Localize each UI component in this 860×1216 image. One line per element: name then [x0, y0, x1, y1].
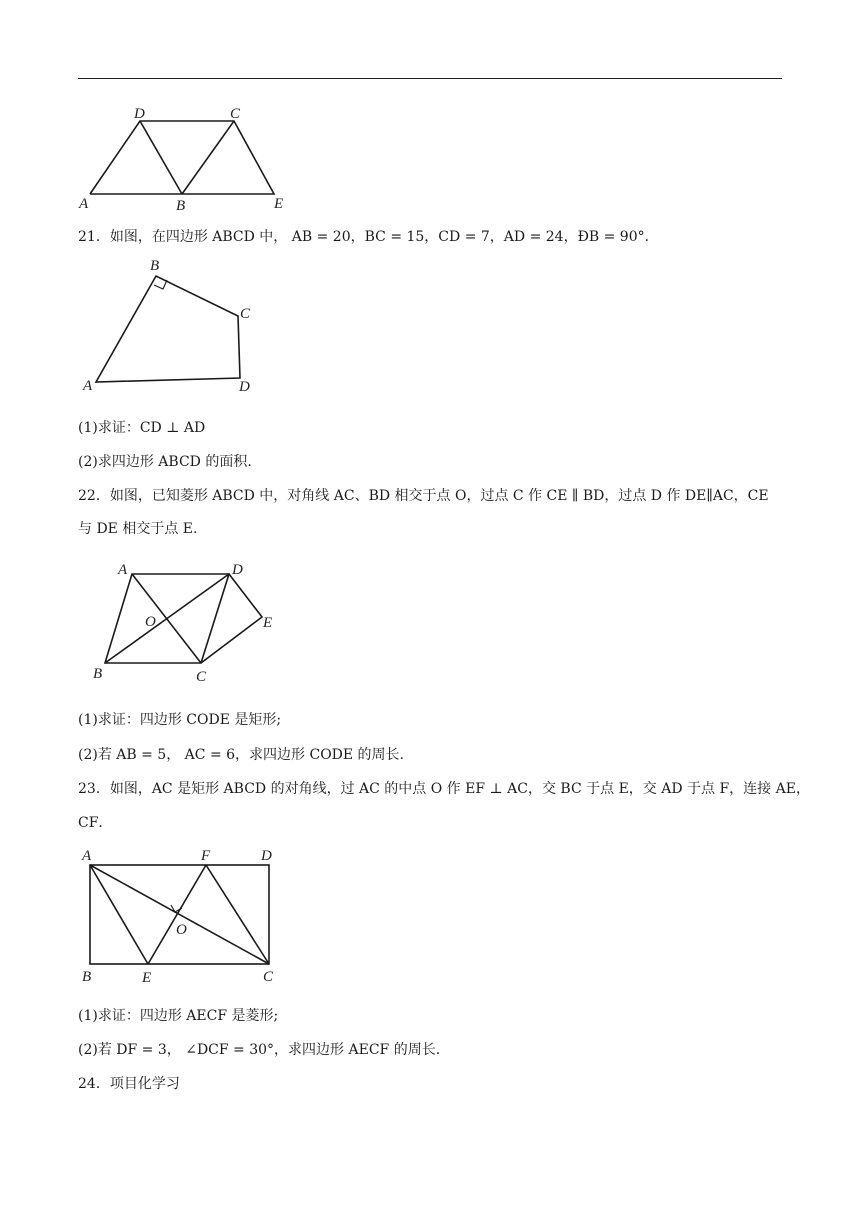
fig20-label-b: B — [176, 198, 186, 214]
fig20-label-d: D — [134, 106, 145, 122]
q22-part2: (2)若 AB = 5， AC = 6，求四边形 CODE 的周长. — [78, 747, 405, 763]
q23-stem-line2: CF． — [78, 815, 113, 831]
fig22-label-b: B — [93, 666, 103, 682]
q21-part2: (2)求四边形 ABCD 的面积. — [78, 454, 252, 470]
fig20-label-a: A — [79, 196, 89, 212]
fig22-label-a: A — [118, 562, 128, 578]
fig20-edge-bc — [182, 121, 234, 194]
fig21-quadrilateral — [96, 276, 240, 382]
fig22-diagonal-bd — [105, 574, 229, 663]
figure-q22 — [88, 557, 288, 687]
fig23-label-c: C — [263, 969, 274, 985]
q22-stem-line1: 22．如图，已知菱形 ABCD 中，对角线 AC、BD 相交于点 O，过点 C 作 CE ∥ BD，过点 D 作 DE∥AC，CE — [78, 488, 769, 504]
fig22-label-c: C — [196, 669, 207, 685]
fig23-edge-ae — [90, 865, 148, 964]
figure-q20 — [78, 104, 298, 214]
fig23-edge-ef — [148, 865, 206, 964]
fig21-label-a: A — [83, 378, 93, 394]
fig20-edge-db — [140, 121, 182, 194]
fig23-label-b: B — [82, 969, 92, 985]
fig23-label-o: O — [176, 922, 187, 938]
fig23-label-f: F — [201, 848, 211, 864]
figure-q20-svg — [78, 104, 298, 214]
figure-q22-svg — [88, 557, 288, 687]
fig22-label-e: E — [263, 615, 273, 631]
fig23-edge-fc — [206, 865, 269, 964]
q23-part2: (2)若 DF = 3， ∠DCF = 30°，求四边形 AECF 的周长. — [78, 1042, 441, 1058]
q22-part1: (1)求证：四边形 CODE 是矩形; — [78, 712, 282, 728]
q21-part1: (1)求证：CD ⊥ AD — [78, 420, 206, 436]
q24-stem: 24．项目化学习 — [78, 1076, 180, 1092]
fig21-label-b: B — [150, 258, 160, 274]
fig23-label-d: D — [261, 848, 272, 864]
fig21-label-c: C — [240, 306, 251, 322]
figure-q21 — [78, 254, 278, 399]
fig23-diagonal-ac — [90, 865, 269, 964]
q23-stem-line1: 23．如图，AC 是矩形 ABCD 的对角线，过 AC 的中点 O 作 EF ⊥ AC，交 BC 于点 E，交 AD 于点 F，连接 AE， — [78, 781, 810, 797]
fig23-label-e: E — [142, 970, 152, 986]
fig21-right-angle-mark — [154, 280, 167, 289]
fig22-label-o: O — [145, 614, 156, 630]
figure-q23-svg — [78, 845, 298, 990]
fig22-label-d: D — [232, 562, 243, 578]
fig23-label-a: A — [82, 848, 92, 864]
figure-q21-svg — [78, 254, 278, 399]
q23-part1: (1)求证：四边形 AECF 是菱形; — [78, 1008, 279, 1024]
fig21-label-d: D — [239, 379, 250, 395]
q22-stem-line2: 与 DE 相交于点 E. — [78, 521, 198, 537]
q21-stem: 21．如图，在四边形 ABCD 中， AB = 20，BC = 15，CD = 7，AD = 24，ÐB = 90°． — [78, 229, 659, 245]
fig20-outline — [90, 121, 274, 194]
header-rule — [78, 78, 782, 79]
fig20-label-e: E — [274, 196, 284, 212]
figure-q23 — [78, 845, 298, 990]
fig20-label-c: C — [230, 106, 241, 122]
